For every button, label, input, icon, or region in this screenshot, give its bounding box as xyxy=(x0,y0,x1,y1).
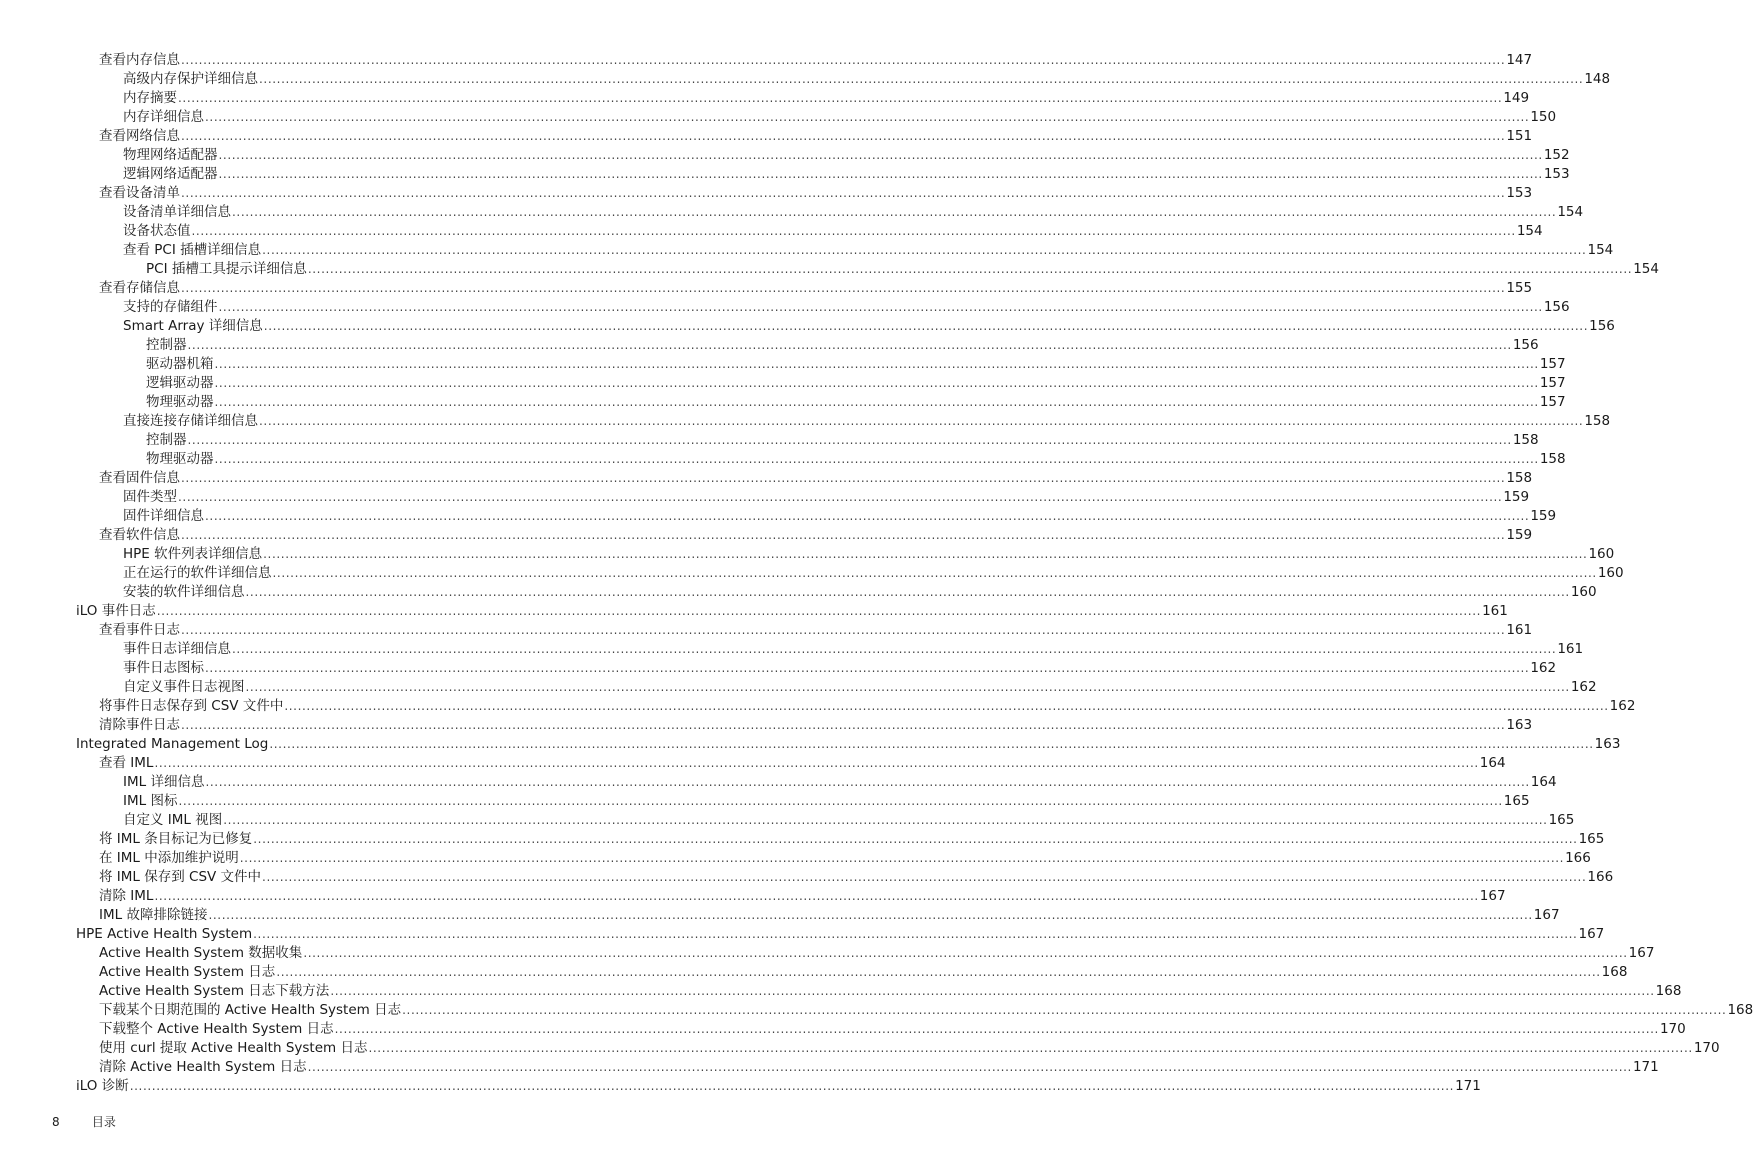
toc-entry-page: 162 xyxy=(1530,660,1557,676)
toc-entry-page: 161 xyxy=(1557,641,1584,657)
dot-leader: ............................................................................................................................................................................................................................................................................................................ xyxy=(154,889,1479,903)
toc-entry-title: 物理驱动器 xyxy=(146,394,214,410)
toc-entry-page: 162 xyxy=(1609,698,1636,714)
dot-leader: ............................................................................................................................................................................................................................................................................................................ xyxy=(191,224,1516,238)
toc-entry-title: 设备清单详细信息 xyxy=(123,204,231,220)
dot-leader: ............................................................................................................................................................................................................................................................................................................ xyxy=(129,1079,1455,1093)
dot-leader: ............................................................................................................................................................................................................................................................................................................ xyxy=(262,243,1587,257)
toc-entry-title: 查看软件信息 xyxy=(99,527,180,543)
toc-entry[interactable] xyxy=(0,545,1615,564)
toc-entry-page: 149 xyxy=(1503,90,1530,106)
toc-entry[interactable] xyxy=(0,602,1508,621)
toc-entry-title: 查看固件信息 xyxy=(99,470,180,486)
toc-entry-title: 将 IML 保存到 CSV 文件中 xyxy=(99,869,262,885)
toc-entry-page: 170 xyxy=(1693,1040,1720,1056)
toc-entry-title: 事件日志图标 xyxy=(123,660,204,676)
toc-entry[interactable] xyxy=(0,1039,1720,1058)
dot-leader: ............................................................................................................................................................................................................................................................................................................ xyxy=(272,566,1597,580)
toc-entry[interactable] xyxy=(0,298,1570,317)
dot-leader: ............................................................................................................................................................................................................................................................................................................ xyxy=(214,452,1539,466)
toc-entry[interactable] xyxy=(0,317,1615,336)
toc-entry-title: 查看 IML xyxy=(99,755,154,771)
toc-entry-title: IML 详细信息 xyxy=(123,774,205,790)
toc-entry-page: 154 xyxy=(1587,242,1614,258)
footer-section-title: 目录 xyxy=(91,1115,116,1129)
toc-entry-page: 154 xyxy=(1557,204,1584,220)
toc-entry[interactable] xyxy=(0,792,1530,811)
toc-entry-title: iLO 事件日志 xyxy=(76,603,156,619)
toc-entry-title: 查看存储信息 xyxy=(99,280,180,296)
toc-entry-page: 154 xyxy=(1516,223,1543,239)
toc-entry-title: 查看内存信息 xyxy=(99,52,180,68)
toc-entry[interactable] xyxy=(0,887,1506,906)
dot-leader: ............................................................................................................................................................................................................................................................................................................ xyxy=(239,851,1565,865)
dot-leader: ............................................................................................................................................................................................................................................................................................................ xyxy=(259,72,1584,86)
toc-entry[interactable] xyxy=(0,963,1628,982)
toc-entry-title: 控制器 xyxy=(146,337,187,353)
toc-entry[interactable] xyxy=(0,336,1539,355)
dot-leader: ............................................................................................................................................................................................................................................................................................................ xyxy=(218,167,1543,181)
dot-leader: ............................................................................................................................................................................................................................................................................................................ xyxy=(245,680,1570,694)
toc-entry-page: 154 xyxy=(1633,261,1659,277)
toc-entry[interactable] xyxy=(0,849,1591,868)
toc-entry-page: 171 xyxy=(1455,1078,1481,1094)
toc-entry-page: 165 xyxy=(1548,812,1575,828)
toc-entry[interactable] xyxy=(0,241,1614,260)
toc-entry-page: 163 xyxy=(1506,717,1533,733)
toc-entry-title: 内存详细信息 xyxy=(123,109,204,125)
dot-leader: ............................................................................................................................................................................................................................................................................................................ xyxy=(307,262,1633,276)
toc-entry-title: 下载整个 Active Health System 日志 xyxy=(99,1021,334,1037)
toc-entry[interactable] xyxy=(0,1020,1686,1039)
toc-entry[interactable] xyxy=(0,716,1533,735)
toc-entry-title: 自定义事件日志视图 xyxy=(123,679,245,695)
toc-entry-page: 160 xyxy=(1597,565,1624,581)
toc-entry-title: 物理驱动器 xyxy=(146,451,214,467)
dot-leader: ............................................................................................................................................................................................................................................................................................................ xyxy=(181,623,1506,637)
dot-leader: ............................................................................................................................................................................................................................................................................................................ xyxy=(218,148,1543,162)
dot-leader: ............................................................................................................................................................................................................................................................................................................ xyxy=(205,509,1530,523)
toc-entry[interactable] xyxy=(0,507,1557,526)
toc-entry[interactable] xyxy=(0,450,1566,469)
toc-entry[interactable] xyxy=(0,678,1597,697)
toc-entry[interactable] xyxy=(0,583,1597,602)
dot-leader: ............................................................................................................................................................................................................................................................................................................ xyxy=(181,281,1506,295)
toc-entry-title: Smart Array 详细信息 xyxy=(123,318,263,334)
toc-entry[interactable] xyxy=(0,127,1533,146)
dot-leader: ............................................................................................................................................................................................................................................................................................................ xyxy=(402,1003,1727,1017)
toc-entry[interactable] xyxy=(0,374,1566,393)
toc-entry-page: 164 xyxy=(1479,755,1506,771)
toc-entry-title: 查看事件日志 xyxy=(99,622,180,638)
toc-entry[interactable] xyxy=(0,1001,1753,1020)
dot-leader: ............................................................................................................................................................................................................................................................................................................ xyxy=(263,547,1588,561)
dot-leader: ............................................................................................................................................................................................................................................................................................................ xyxy=(263,319,1589,333)
toc-entry-page: 161 xyxy=(1482,603,1508,619)
toc-entry-page: 158 xyxy=(1512,432,1539,448)
dot-leader: ............................................................................................................................................................................................................................................................................................................ xyxy=(178,91,1503,105)
toc-entry[interactable] xyxy=(0,697,1636,716)
toc-entry-page: 156 xyxy=(1589,318,1615,334)
toc-entry-title: 逻辑驱动器 xyxy=(146,375,214,391)
toc-entry-page: 152 xyxy=(1543,147,1570,163)
toc-entry-page: 165 xyxy=(1578,831,1605,847)
dot-leader: ............................................................................................................................................................................................................................................................................................................ xyxy=(178,490,1503,504)
dot-leader: ............................................................................................................................................................................................................................................................................................................ xyxy=(181,129,1506,143)
dot-leader: ............................................................................................................................................................................................................................................................................................................ xyxy=(187,338,1512,352)
toc-entry[interactable] xyxy=(0,146,1570,165)
dot-leader: ............................................................................................................................................................................................................................................................................................................ xyxy=(214,376,1539,390)
toc-entry-page: 168 xyxy=(1601,964,1628,980)
toc-entry-page: 157 xyxy=(1539,394,1566,410)
toc-entry-title: Integrated Management Log xyxy=(76,736,269,752)
toc-entry-page: 168 xyxy=(1655,983,1682,999)
dot-leader: ............................................................................................................................................................................................................................................................................................................ xyxy=(214,395,1539,409)
toc-entry[interactable] xyxy=(0,393,1566,412)
toc-entry-title: 清除 Active Health System 日志 xyxy=(99,1059,307,1075)
toc-entry-title: 查看 PCI 插槽详细信息 xyxy=(123,242,262,258)
dot-leader: ............................................................................................................................................................................................................................................................................................................ xyxy=(181,528,1506,542)
dot-leader: ............................................................................................................................................................................................................................................................................................................ xyxy=(181,471,1506,485)
toc-entry-title: 事件日志详细信息 xyxy=(123,641,231,657)
toc-entry[interactable] xyxy=(0,1058,1659,1077)
toc-entry[interactable] xyxy=(0,944,1655,963)
toc-entry-page: 158 xyxy=(1506,470,1533,486)
toc-entry-title: 支持的存储组件 xyxy=(123,299,218,315)
toc-entry-title: HPE 软件列表详细信息 xyxy=(123,546,263,562)
toc-entry[interactable] xyxy=(0,51,1533,70)
toc-entry-page: 159 xyxy=(1503,489,1530,505)
toc-entry-title: 高级内存保护详细信息 xyxy=(123,71,258,87)
toc-entry-page: 167 xyxy=(1628,945,1655,961)
toc-entry[interactable] xyxy=(0,184,1533,203)
toc-entry-page: 148 xyxy=(1584,71,1611,87)
footer-page-number: 8 xyxy=(52,1115,60,1129)
dot-leader: ............................................................................................................................................................................................................................................................................................................ xyxy=(334,1022,1659,1036)
toc-entry-title: 将事件日志保存到 CSV 文件中 xyxy=(99,698,284,714)
toc-entry[interactable] xyxy=(0,279,1533,298)
toc-entry-page: 168 xyxy=(1727,1002,1753,1018)
toc-entry-page: 162 xyxy=(1570,679,1597,695)
dot-leader: ............................................................................................................................................................................................................................................................................................................ xyxy=(156,604,1482,618)
toc-entry-page: 160 xyxy=(1588,546,1615,562)
toc-entry[interactable] xyxy=(0,260,1659,279)
toc-entry-page: 150 xyxy=(1530,109,1557,125)
toc-entry-title: 固件详细信息 xyxy=(123,508,204,524)
toc-entry[interactable] xyxy=(0,469,1533,488)
toc-entry-page: 157 xyxy=(1539,375,1566,391)
toc-entry[interactable] xyxy=(0,488,1530,507)
toc-entry[interactable] xyxy=(0,526,1533,545)
toc-entry[interactable] xyxy=(0,811,1575,830)
toc-entry-title: 将 IML 条目标记为已修复 xyxy=(99,831,253,847)
toc-entry[interactable] xyxy=(0,1077,1481,1096)
dot-leader: ............................................................................................................................................................................................................................................................................................................ xyxy=(269,737,1594,751)
toc-entry-page: 163 xyxy=(1594,736,1621,752)
toc-entry-page: 170 xyxy=(1659,1021,1686,1037)
dot-leader: ............................................................................................................................................................................................................................................................................................................ xyxy=(154,756,1479,770)
page-footer xyxy=(52,1113,116,1130)
toc-entry[interactable] xyxy=(0,754,1506,773)
toc-entry[interactable] xyxy=(0,659,1557,678)
toc-entry-title: 驱动器机箱 xyxy=(146,356,214,372)
toc-entry-page: 147 xyxy=(1506,52,1533,68)
toc-entry-title: 查看设备清单 xyxy=(99,185,180,201)
toc-entry[interactable] xyxy=(0,70,1611,89)
toc-entry[interactable] xyxy=(0,165,1570,184)
toc-entry[interactable] xyxy=(0,868,1614,887)
toc-entry-title: 逻辑网络适配器 xyxy=(123,166,218,182)
toc-entry[interactable] xyxy=(0,222,1543,241)
toc-entry-page: 155 xyxy=(1506,280,1533,296)
toc-entry-title: 安装的软件详细信息 xyxy=(123,584,245,600)
toc-entry[interactable] xyxy=(0,355,1566,374)
dot-leader: ............................................................................................................................................................................................................................................................................................................ xyxy=(223,813,1548,827)
dot-leader: ............................................................................................................................................................................................................................................................................................................ xyxy=(181,53,1506,67)
toc-entry-title: iLO 诊断 xyxy=(76,1078,129,1094)
toc-entry-title: IML 故障排除链接 xyxy=(99,907,208,923)
toc-entry-page: 167 xyxy=(1533,907,1560,923)
toc-entry-title: 控制器 xyxy=(146,432,187,448)
dot-leader: ............................................................................................................................................................................................................................................................................................................ xyxy=(218,300,1543,314)
toc-entry-page: 153 xyxy=(1506,185,1533,201)
dot-leader: ............................................................................................................................................................................................................................................................................................................ xyxy=(245,585,1570,599)
toc-entry-title: 物理网络适配器 xyxy=(123,147,218,163)
toc-entry-page: 166 xyxy=(1587,869,1614,885)
dot-leader: ............................................................................................................................................................................................................................................................................................................ xyxy=(276,965,1601,979)
toc-entry-page: 157 xyxy=(1539,356,1566,372)
toc-entry-title: 直接连接存储详细信息 xyxy=(123,413,258,429)
toc-entry-title: Active Health System 日志 xyxy=(99,964,276,980)
toc-entry-title: Active Health System 日志下载方法 xyxy=(99,983,330,999)
toc-entry-title: 使用 curl 提取 Active Health System 日志 xyxy=(99,1040,368,1056)
toc-entry[interactable] xyxy=(0,431,1539,450)
dot-leader: ............................................................................................................................................................................................................................................................................................................ xyxy=(284,699,1609,713)
toc-entry[interactable] xyxy=(0,982,1682,1001)
dot-leader: ............................................................................................................................................................................................................................................................................................................ xyxy=(205,661,1530,675)
toc-entry-page: 158 xyxy=(1539,451,1566,467)
dot-leader: ............................................................................................................................................................................................................................................................................................................ xyxy=(208,908,1533,922)
toc-entry-title: 查看网络信息 xyxy=(99,128,180,144)
toc-entry-title: Active Health System 数据收集 xyxy=(99,945,303,961)
toc-entry-page: 164 xyxy=(1530,774,1557,790)
toc-entry-page: 159 xyxy=(1530,508,1557,524)
dot-leader: ............................................................................................................................................................................................................................................................................................................ xyxy=(214,357,1539,371)
toc-entry-page: 167 xyxy=(1578,926,1605,942)
toc-entry-title: 正在运行的软件详细信息 xyxy=(123,565,272,581)
toc-entry-page: 161 xyxy=(1506,622,1533,638)
dot-leader: ............................................................................................................................................................................................................................................................................................................ xyxy=(368,1041,1693,1055)
toc-entry[interactable] xyxy=(0,564,1624,583)
dot-leader: ............................................................................................................................................................................................................................................................................................................ xyxy=(253,927,1578,941)
toc-entry-title: 固件类型 xyxy=(123,489,177,505)
toc-entry-page: 160 xyxy=(1570,584,1597,600)
toc-entry-page: 166 xyxy=(1565,850,1591,866)
toc-entry[interactable] xyxy=(0,89,1530,108)
toc-entry[interactable] xyxy=(0,735,1621,754)
toc-entry-page: 158 xyxy=(1584,413,1611,429)
toc-entry-title: 内存摘要 xyxy=(123,90,177,106)
dot-leader: ............................................................................................................................................................................................................................................................................................................ xyxy=(187,433,1512,447)
toc-entry-title: IML 图标 xyxy=(123,793,178,809)
toc-entry[interactable] xyxy=(0,906,1560,925)
toc-entry-title: PCI 插槽工具提示详细信息 xyxy=(146,261,307,277)
dot-leader: ............................................................................................................................................................................................................................................................................................................ xyxy=(259,414,1584,428)
toc-entry-page: 167 xyxy=(1479,888,1506,904)
table-of-contents xyxy=(0,51,1753,1096)
toc-entry[interactable] xyxy=(0,621,1533,640)
dot-leader: ............................................................................................................................................................................................................................................................................................................ xyxy=(205,775,1530,789)
dot-leader: ............................................................................................................................................................................................................................................................................................................ xyxy=(178,794,1503,808)
dot-leader: ............................................................................................................................................................................................................................................................................................................ xyxy=(181,186,1506,200)
toc-entry[interactable] xyxy=(0,108,1557,127)
dot-leader: ............................................................................................................................................................................................................................................................................................................ xyxy=(232,642,1557,656)
dot-leader: ............................................................................................................................................................................................................................................................................................................ xyxy=(232,205,1557,219)
dot-leader: ............................................................................................................................................................................................................................................................................................................ xyxy=(253,832,1578,846)
toc-entry-page: 151 xyxy=(1506,128,1533,144)
dot-leader: ............................................................................................................................................................................................................................................................................................................ xyxy=(330,984,1655,998)
dot-leader: ............................................................................................................................................................................................................................................................................................................ xyxy=(303,946,1628,960)
toc-entry[interactable] xyxy=(0,830,1605,849)
dot-leader: ............................................................................................................................................................................................................................................................................................................ xyxy=(181,718,1506,732)
toc-entry-page: 165 xyxy=(1503,793,1530,809)
toc-entry-title: 清除事件日志 xyxy=(99,717,180,733)
dot-leader: ............................................................................................................................................................................................................................................................................................................ xyxy=(262,870,1587,884)
toc-entry-title: 在 IML 中添加维护说明 xyxy=(99,850,239,866)
toc-entry[interactable] xyxy=(0,203,1584,222)
dot-leader: ............................................................................................................................................................................................................................................................................................................ xyxy=(307,1060,1632,1074)
toc-entry-page: 153 xyxy=(1543,166,1570,182)
dot-leader: ............................................................................................................................................................................................................................................................................................................ xyxy=(205,110,1530,124)
toc-entry-title: HPE Active Health System xyxy=(76,926,253,942)
toc-entry-page: 159 xyxy=(1506,527,1533,543)
toc-entry[interactable] xyxy=(0,925,1605,944)
toc-entry[interactable] xyxy=(0,412,1611,431)
toc-entry-title: 设备状态值 xyxy=(123,223,191,239)
toc-entry-title: 清除 IML xyxy=(99,888,154,904)
toc-entry[interactable] xyxy=(0,640,1584,659)
toc-entry[interactable] xyxy=(0,773,1557,792)
toc-entry-page: 156 xyxy=(1543,299,1570,315)
toc-entry-page: 156 xyxy=(1512,337,1539,353)
toc-entry-page: 171 xyxy=(1632,1059,1659,1075)
toc-entry-title: 下载某个日期范围的 Active Health System 日志 xyxy=(99,1002,402,1018)
toc-entry-title: 自定义 IML 视图 xyxy=(123,812,223,828)
